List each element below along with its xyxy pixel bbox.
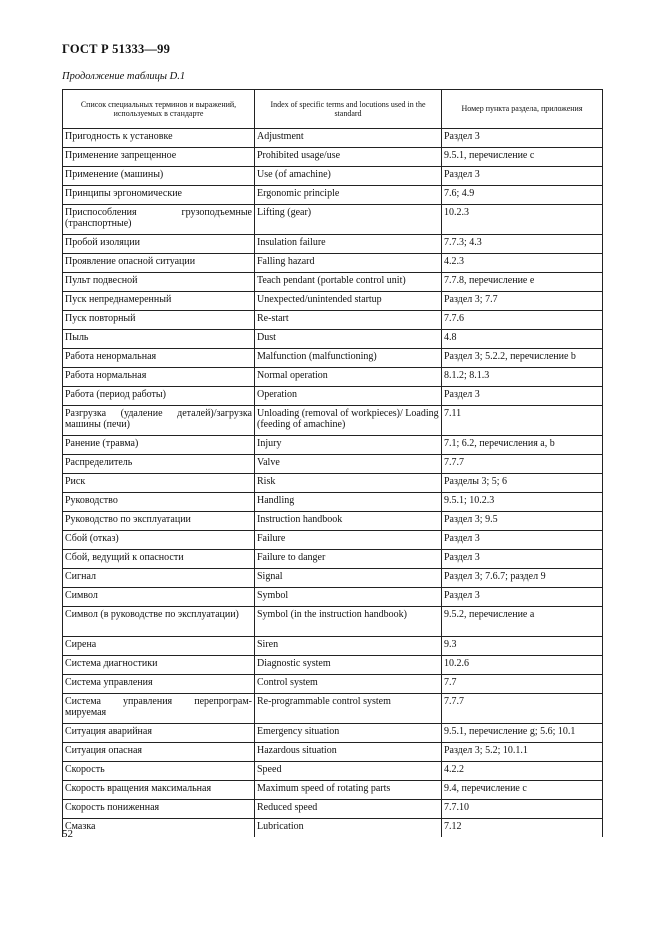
term-russian-cell: Распределитель — [63, 455, 255, 474]
table-row — [63, 254, 603, 273]
term-russian-cell: Приспособления грузоподъемные (транспортные) — [63, 205, 255, 235]
term-russian-cell: Руководство по эксплуатации — [63, 512, 255, 531]
table-caption: Продолжение таблицы D.1 — [62, 71, 186, 82]
section-number-cell: 8.1.2; 8.1.3 — [442, 368, 603, 387]
table-row — [63, 819, 603, 838]
term-english-cell: Signal — [255, 569, 442, 588]
term-russian-cell: Скорость — [63, 762, 255, 781]
term-english-cell: Ergonomic principle — [255, 186, 442, 205]
table-row — [63, 292, 603, 311]
term-russian-cell: Пуск непреднамеренный — [63, 292, 255, 311]
term-english-cell: Failure to danger — [255, 550, 442, 569]
section-number-cell: 9.5.1; 10.2.3 — [442, 493, 603, 512]
section-number-cell: 10.2.3 — [442, 205, 603, 235]
term-russian-cell: Применение (машины) — [63, 167, 255, 186]
term-russian-cell: Система управления — [63, 675, 255, 694]
term-russian-cell: Сбой, ведущий к опасности — [63, 550, 255, 569]
table-row — [63, 550, 603, 569]
section-number-cell: Раздел 3 — [442, 387, 603, 406]
section-number-cell: Раздел 3; 5.2.2, перечисление b — [442, 349, 603, 368]
term-english-cell: Operation — [255, 387, 442, 406]
table-row — [63, 588, 603, 607]
table-row — [63, 607, 603, 637]
table-row — [63, 675, 603, 694]
section-number-cell: 7.7.7 — [442, 694, 603, 724]
table-row — [63, 656, 603, 675]
document-header: ГОСТ Р 51333—99 — [62, 42, 171, 56]
term-english-cell: Malfunction (malfunctioning) — [255, 349, 442, 368]
term-russian-cell: Система управления перепрограм- мируемая — [63, 694, 255, 724]
term-english-cell: Adjustment — [255, 129, 442, 148]
term-english-cell: Lifting (gear) — [255, 205, 442, 235]
table-row — [63, 387, 603, 406]
table-row — [63, 186, 603, 205]
table-row — [63, 743, 603, 762]
term-russian-cell: Пыль — [63, 330, 255, 349]
section-number-cell: 9.5.2, перечисление а — [442, 607, 603, 637]
term-english-cell: Failure — [255, 531, 442, 550]
term-english-cell: Falling hazard — [255, 254, 442, 273]
term-english-cell: Re-programmable control system — [255, 694, 442, 724]
column-header-english-terms: Index of specific terms and locutions used in the standard — [255, 90, 442, 129]
term-russian-cell: Руководство — [63, 493, 255, 512]
section-number-cell: 7.7.6 — [442, 311, 603, 330]
table-row — [63, 129, 603, 148]
term-russian-cell: Разгрузка (удаление деталей)/загрузка машины (печи) — [63, 406, 255, 436]
term-russian-cell: Пульт подвесной — [63, 273, 255, 292]
page-number: 52 — [62, 828, 73, 840]
table-row — [63, 311, 603, 330]
column-header-russian-terms: Список специальных терминов и выражений, используемых в стандарте — [63, 90, 255, 129]
section-number-cell: Раздел 3; 7.7 — [442, 292, 603, 311]
table-row — [63, 531, 603, 550]
section-number-cell: 7.7.3; 4.3 — [442, 235, 603, 254]
term-russian-cell: Ранение (травма) — [63, 436, 255, 455]
term-russian-cell: Риск — [63, 474, 255, 493]
table-row — [63, 637, 603, 656]
terms-table — [62, 89, 603, 837]
table-row — [63, 694, 603, 724]
section-number-cell: 9.4, перечисление с — [442, 781, 603, 800]
term-english-cell: Insulation failure — [255, 235, 442, 254]
term-english-cell: Injury — [255, 436, 442, 455]
section-number-cell: 4.2.3 — [442, 254, 603, 273]
term-russian-cell: Скорость пониженная — [63, 800, 255, 819]
table-row — [63, 273, 603, 292]
section-number-cell: 7.11 — [442, 406, 603, 436]
term-english-cell: Valve — [255, 455, 442, 474]
section-number-cell: Раздел 3; 5.2; 10.1.1 — [442, 743, 603, 762]
table-row — [63, 235, 603, 254]
section-number-cell: Раздел 3; 9.5 — [442, 512, 603, 531]
term-english-cell: Lubrication — [255, 819, 442, 838]
section-number-cell: 9.3 — [442, 637, 603, 656]
term-english-cell: Unexpected/unintended startup — [255, 292, 442, 311]
term-russian-cell: Работа ненормальная — [63, 349, 255, 368]
term-english-cell: Instruction handbook — [255, 512, 442, 531]
table-row — [63, 493, 603, 512]
term-russian-cell: Символ (в руководстве по эксплуатации) — [63, 607, 255, 637]
section-number-cell: 7.1; 6.2, перечисления a, b — [442, 436, 603, 455]
term-english-cell: Hazardous situation — [255, 743, 442, 762]
term-russian-cell: Применение запрещенное — [63, 148, 255, 167]
term-russian-cell: Ситуация опасная — [63, 743, 255, 762]
term-english-cell: Symbol — [255, 588, 442, 607]
term-russian-cell: Скорость вращения максимальная — [63, 781, 255, 800]
section-number-cell: 9.5.1, перечисление с — [442, 148, 603, 167]
term-english-cell: Handling — [255, 493, 442, 512]
table-row — [63, 512, 603, 531]
term-english-cell: Dust — [255, 330, 442, 349]
term-russian-cell: Сбой (отказ) — [63, 531, 255, 550]
term-english-cell: Maximum speed of rotating parts — [255, 781, 442, 800]
table-row — [63, 148, 603, 167]
table-row — [63, 455, 603, 474]
term-russian-cell: Проявление опасной ситуации — [63, 254, 255, 273]
section-number-cell: 10.2.6 — [442, 656, 603, 675]
term-russian-cell: Смазка — [63, 819, 255, 838]
term-russian-cell: Работа (период работы) — [63, 387, 255, 406]
term-russian-cell: Пуск повторный — [63, 311, 255, 330]
section-number-cell: 4.2.2 — [442, 762, 603, 781]
table-row — [63, 569, 603, 588]
section-number-cell: 7.7.7 — [442, 455, 603, 474]
term-russian-cell: Работа нормальная — [63, 368, 255, 387]
term-russian-cell: Пробой изоляции — [63, 235, 255, 254]
term-english-cell: Control system — [255, 675, 442, 694]
table-row — [63, 205, 603, 235]
term-russian-cell: Пригодность к установке — [63, 129, 255, 148]
table-header-row — [63, 90, 603, 129]
table-row — [63, 762, 603, 781]
section-number-cell: 7.12 — [442, 819, 603, 838]
term-russian-cell: Система диагностики — [63, 656, 255, 675]
section-number-cell: 7.6; 4.9 — [442, 186, 603, 205]
table-row — [63, 474, 603, 493]
term-english-cell: Emergency situation — [255, 724, 442, 743]
term-english-cell: Speed — [255, 762, 442, 781]
term-russian-cell: Символ — [63, 588, 255, 607]
term-english-cell: Reduced speed — [255, 800, 442, 819]
table-row — [63, 800, 603, 819]
column-header-section-number: Номер пункта раздела, приложения — [442, 90, 603, 129]
term-english-cell: Normal operation — [255, 368, 442, 387]
section-number-cell: 7.7.10 — [442, 800, 603, 819]
table-row — [63, 781, 603, 800]
term-english-cell: Symbol (in the instruction handbook) — [255, 607, 442, 637]
term-russian-cell: Сирена — [63, 637, 255, 656]
section-number-cell: 7.7.8, перечисление е — [442, 273, 603, 292]
section-number-cell: Раздел 3; 7.6.7; раздел 9 — [442, 569, 603, 588]
section-number-cell: Раздел 3 — [442, 588, 603, 607]
term-english-cell: Unloading (removal of workpieces)/ Loading (feeding of amachine) — [255, 406, 442, 436]
term-english-cell: Teach pendant (portable control unit) — [255, 273, 442, 292]
table-row — [63, 368, 603, 387]
term-english-cell: Use (of amachine) — [255, 167, 442, 186]
section-number-cell: Раздел 3 — [442, 167, 603, 186]
term-russian-cell: Принципы эргономические — [63, 186, 255, 205]
section-number-cell: Разделы 3; 5; 6 — [442, 474, 603, 493]
section-number-cell: 9.5.1, перечисление g; 5.6; 10.1 — [442, 724, 603, 743]
section-number-cell: Раздел 3 — [442, 531, 603, 550]
section-number-cell: Раздел 3 — [442, 129, 603, 148]
table-row — [63, 330, 603, 349]
term-english-cell: Siren — [255, 637, 442, 656]
section-number-cell: 7.7 — [442, 675, 603, 694]
table-row — [63, 436, 603, 455]
table-row — [63, 724, 603, 743]
table-row — [63, 167, 603, 186]
section-number-cell: 4.8 — [442, 330, 603, 349]
term-russian-cell: Ситуация аварийная — [63, 724, 255, 743]
term-english-cell: Prohibited usage/use — [255, 148, 442, 167]
table-row — [63, 406, 603, 436]
term-english-cell: Re-start — [255, 311, 442, 330]
table-row — [63, 349, 603, 368]
term-russian-cell: Сигнал — [63, 569, 255, 588]
term-english-cell: Risk — [255, 474, 442, 493]
section-number-cell: Раздел 3 — [442, 550, 603, 569]
term-english-cell: Diagnostic system — [255, 656, 442, 675]
